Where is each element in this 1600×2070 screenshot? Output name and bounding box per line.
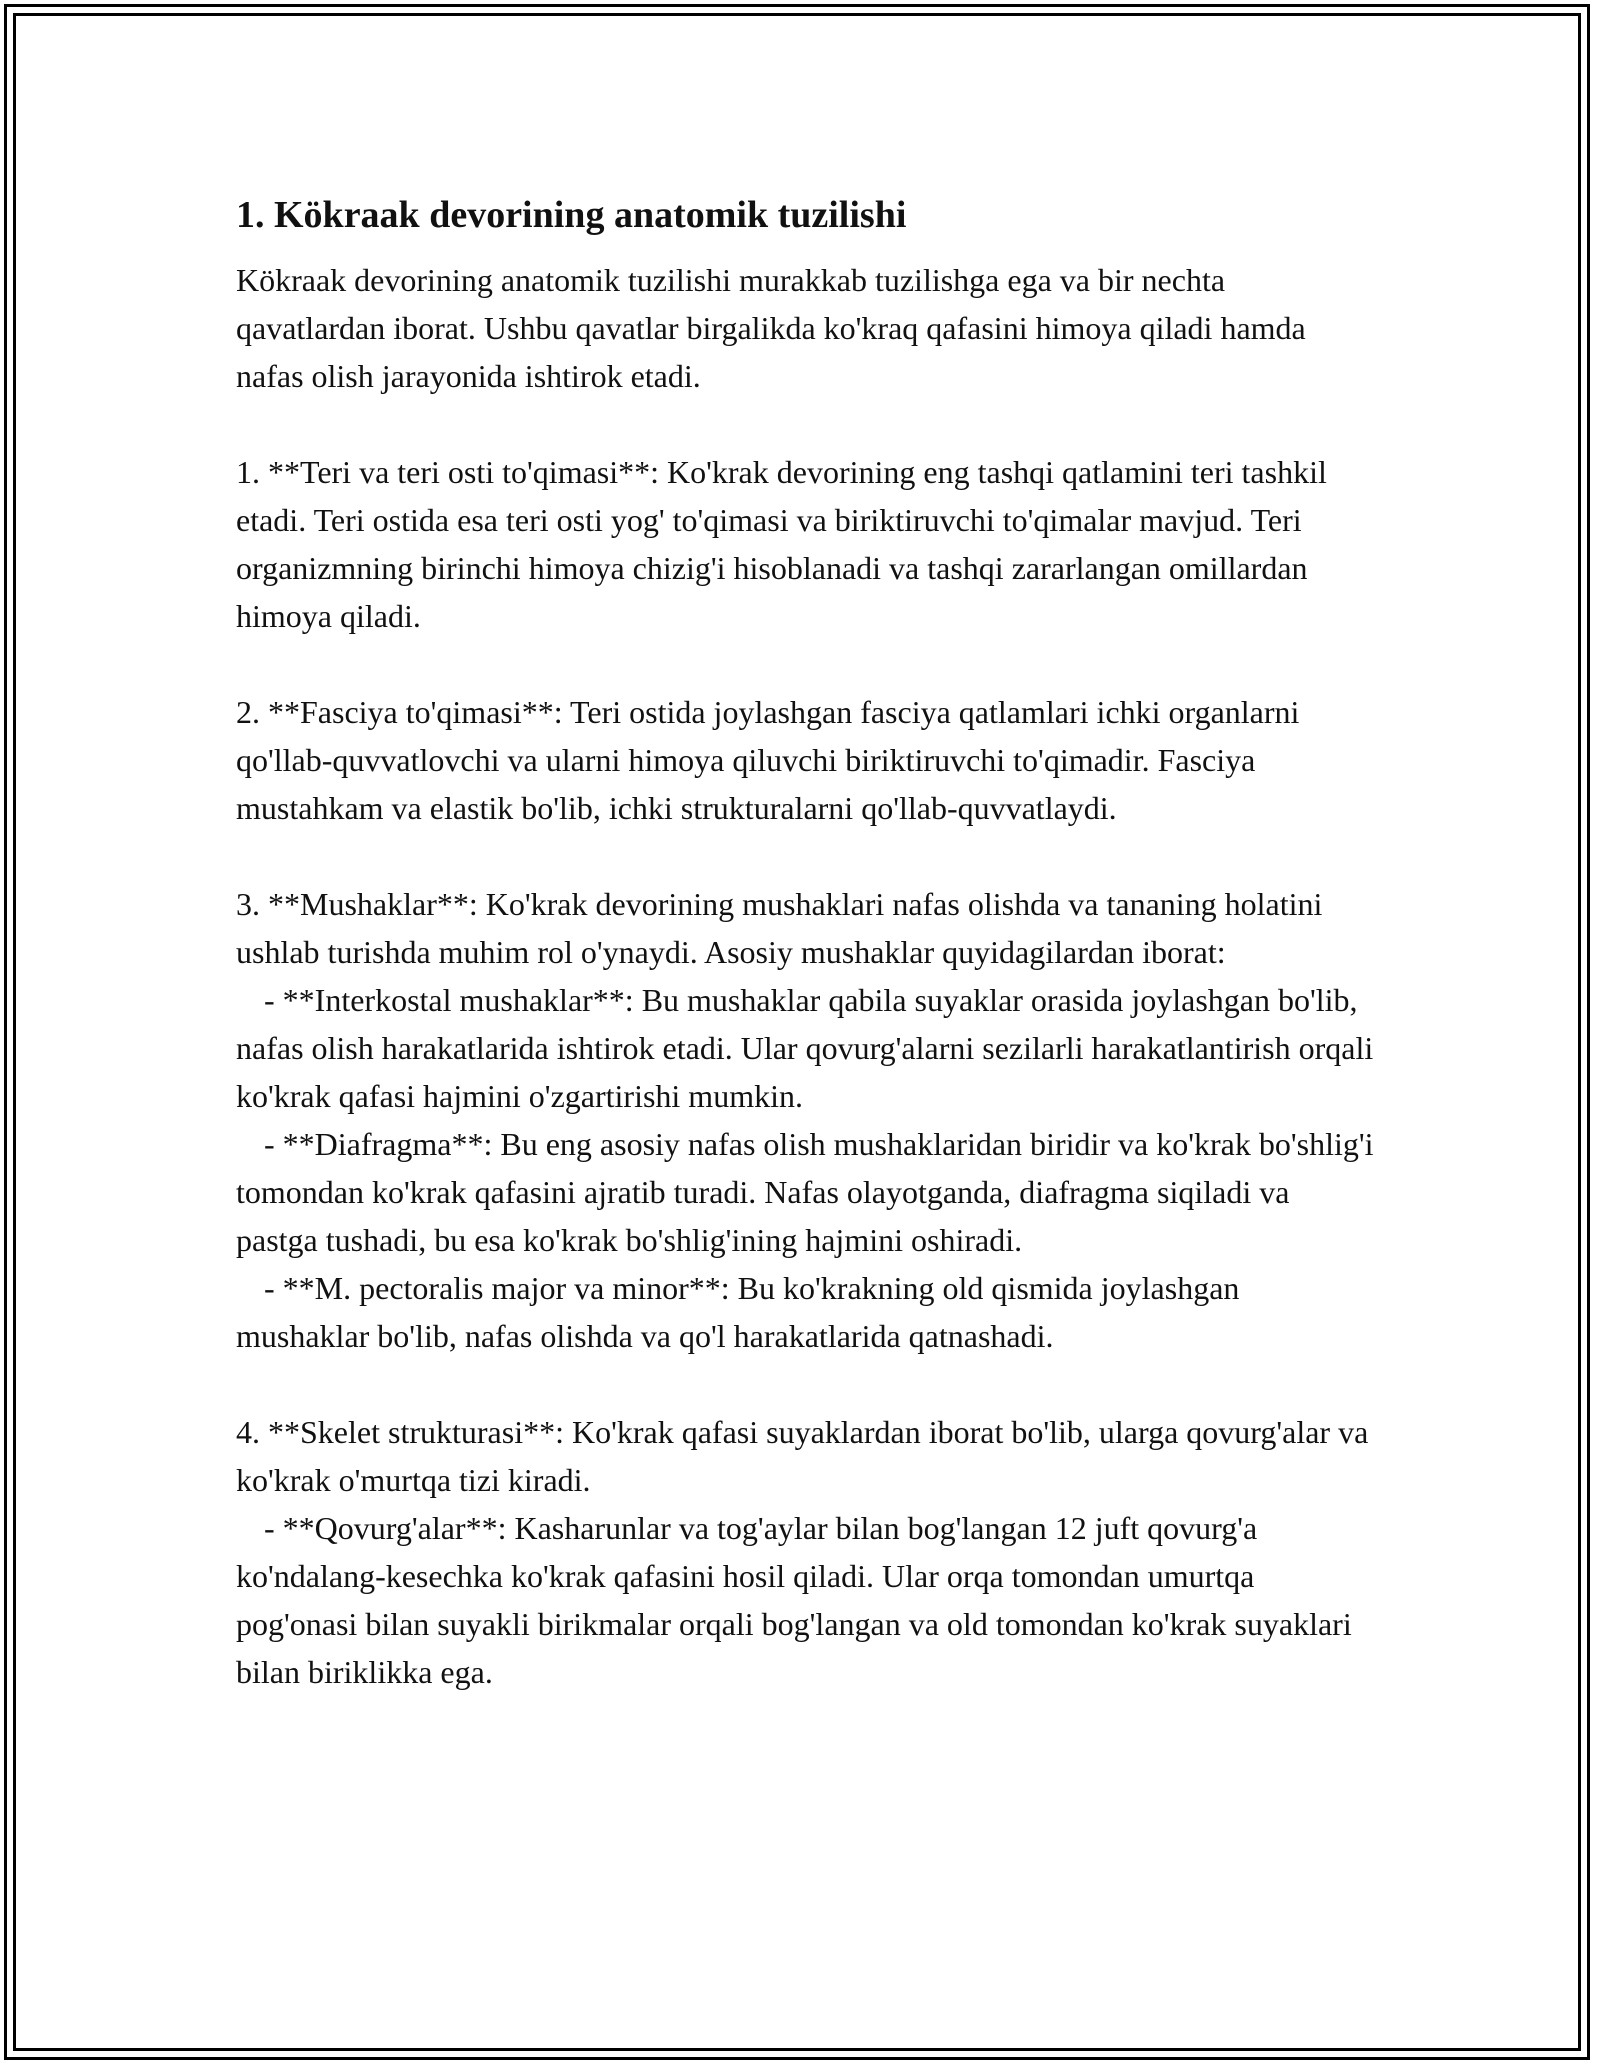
list-item-text: - **Qovurg'alar**: Kasharunlar va tog'aylar bilan bog'langan 12 juft qovurg'a ko'ndalang-kesechka ko'krak qafasini hosil qiladi. Ular orqa tomondan umurtqa pog'onasi bilan suyakli birikmalar orqali bog'langan va old tomondan ko'krak suyaklari bilan biriklikka ega. [236,1510,1360,1690]
document-body [236,190,1382,1696]
paragraph-gap [236,832,1376,880]
list-item [236,1264,1376,1360]
list-item-text: - **Diafragma**: Bu eng asosiy nafas olish mushaklaridan biridir va ko'krak bo'shlig'i tomondan ko'krak qafasini ajratib turadi. Nafas olayotganda, diafragma siqiladi va pastga tushadi, bu esa ko'krak bo'shlig'ining hajmini oshiradi. [236,1126,1382,1258]
section-skin: 1. **Teri va teri osti to'qimasi**: Ko'krak devorining eng tashqi qatlamini teri tashkil etadi. Teri ostida esa teri osti yog' to'qimasi va biriktiruvchi to'qimalar mavjud. Teri organizmning birinchi himoya chizig'i hisoblanadi va tashqi zararlangan omillardan himoya qiladi. [236,454,1335,634]
section-skeleton-intro: 4. **Skelet strukturasi**: Ko'krak qafasi suyaklardan iborat bo'lib, ularga qovurg'alar va ko'krak o'murtqa tizi kiradi. [236,1414,1377,1498]
section-heading: 1. Kökraak devorining anatomik tuzilishi [236,194,907,236]
paragraph-gap [236,640,1376,688]
paragraph-gap [236,400,1376,448]
list-item [236,976,1382,1120]
list-item-text: - **M. pectoralis major va minor**: Bu ko'krakning old qismida joylashgan mushaklar bo'lib, nafas olishda va qo'l harakatlarida qatnashadi. [236,1270,1248,1354]
section-muscles-intro: 3. **Mushaklar**: Ko'krak devorining mushaklari nafas olishda va tananing holatini ushlab turishda muhim rol o'ynaydi. Asosiy mushaklar quyidagilardan iborat: [236,886,1331,970]
section-skeleton [236,1408,1376,1696]
intro-paragraph: Kökraak devorining anatomik tuzilishi murakkab tuzilishga ega va bir nechta qavatlardan iborat. Ushbu qavatlar birgalikda ko'kraq qafasini himoya qiladi hamda nafas olish jarayonida ishtirok etadi. [236,262,1314,394]
section-muscles [236,880,1382,1360]
section-fascia: 2. **Fasciya to'qimasi**: Teri ostida joylashgan fasciya qatlamlari ichki organlarni qo'llab-quvvatlovchi va ularni himoya qiluvchi biriktiruvchi to'qimadir. Fasciya mustahkam va elastik bo'lib, ichki strukturalarni qo'llab-quvvatlaydi. [236,694,1308,826]
list-item [236,1120,1382,1264]
paragraph-gap [236,1360,1376,1408]
list-item-text: - **Interkostal mushaklar**: Bu mushaklar qabila suyaklar orasida joylashgan bo'lib, nafas olish harakatlarida ishtirok etadi. Ular qovurg'alarni sezilarli harakatlantirish orqali ko'krak qafasi hajmini o'zgartirishi mumkin. [236,982,1382,1114]
list-item [236,1504,1376,1696]
